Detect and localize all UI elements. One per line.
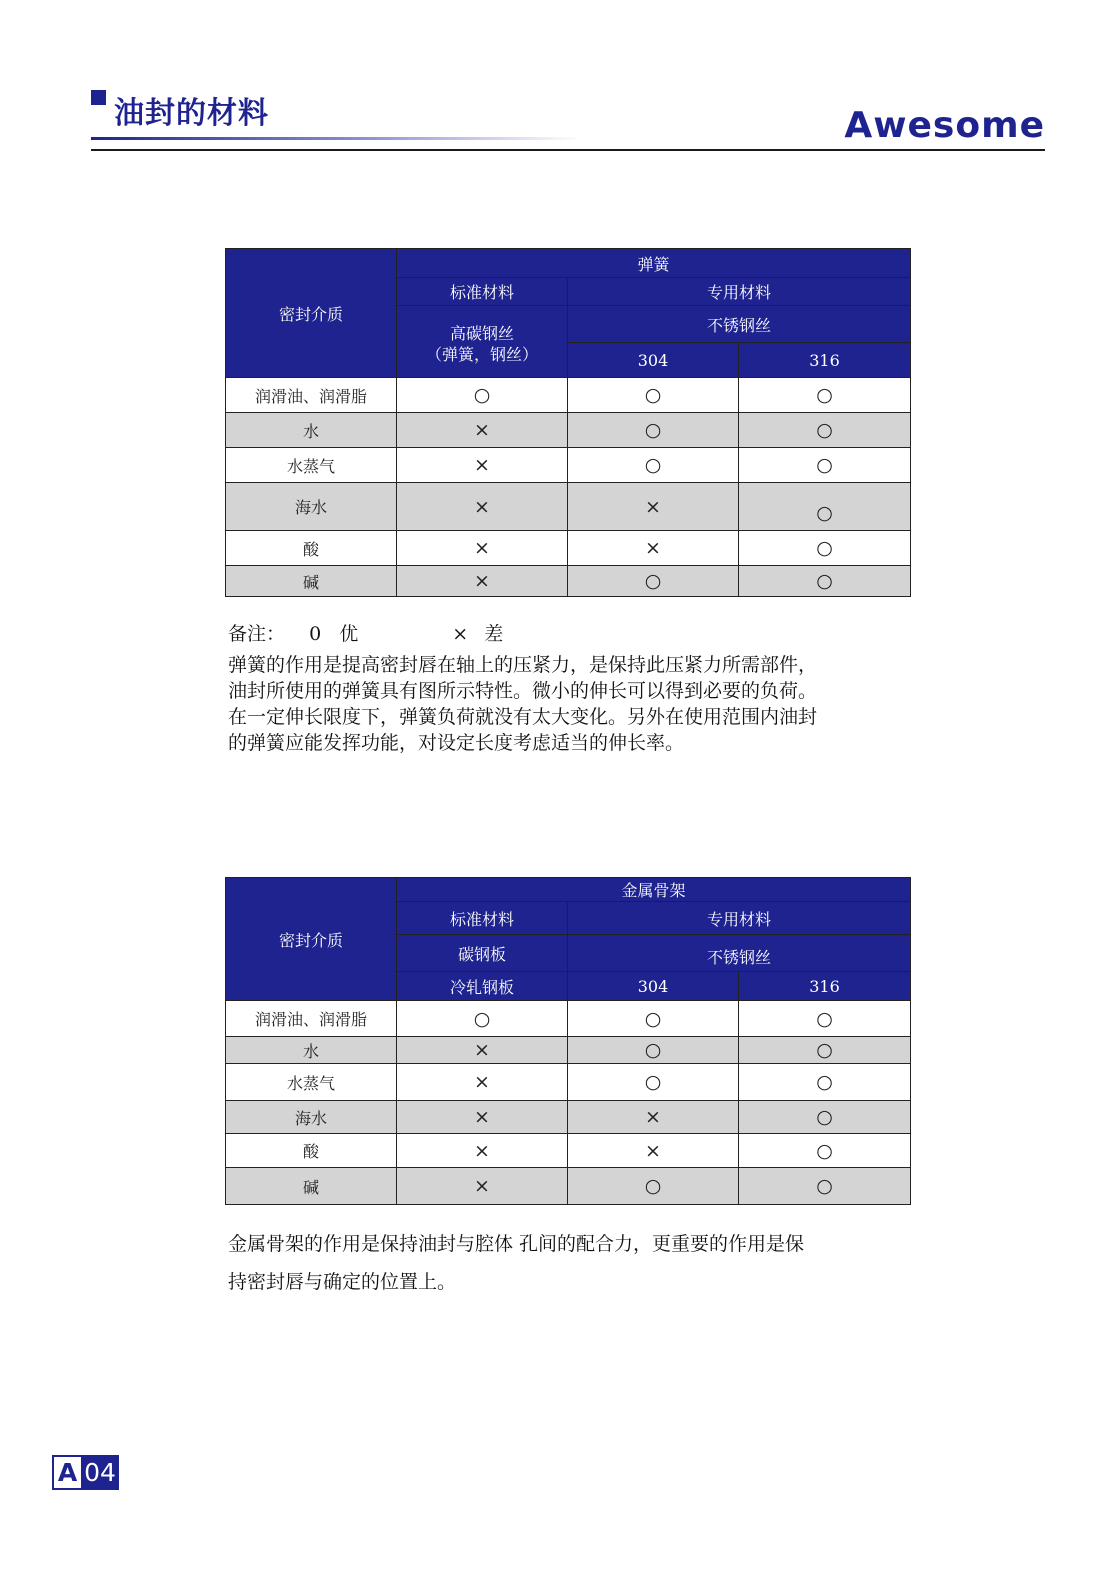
table-row <box>226 1134 911 1168</box>
rating-cell: ○ <box>739 1168 911 1205</box>
standard-material-name: 碳钢板 <box>397 935 568 972</box>
rating-cell: × <box>397 1101 568 1134</box>
note-label: 备注： <box>228 623 286 645</box>
rating-cell: ○ <box>739 531 911 566</box>
rating-cell: ○ <box>397 1001 568 1037</box>
header-accent-line <box>91 137 581 140</box>
rating-cell: ○ <box>739 1134 911 1168</box>
medium-cell: 水蒸气 <box>226 448 397 483</box>
medium-cell: 水 <box>226 1037 397 1064</box>
standard-material-line2: （弹簧，钢丝） <box>425 344 538 364</box>
medium-cell: 酸 <box>226 1134 397 1168</box>
table-row <box>226 448 911 483</box>
rating-cell: ○ <box>568 378 739 413</box>
medium-cell: 水 <box>226 413 397 448</box>
rating-cell: × <box>568 483 739 531</box>
rating-cell: × <box>568 1134 739 1168</box>
page-title: 油封的材料 <box>114 96 269 131</box>
rating-cell: ○ <box>739 378 911 413</box>
rating-cell: ○ <box>739 1101 911 1134</box>
medium-cell: 润滑油、润滑脂 <box>226 378 397 413</box>
standard-material-line1: 高碳钢丝 <box>449 323 514 343</box>
medium-header: 密封介质 <box>226 249 397 378</box>
rating-cell: ○ <box>739 566 911 597</box>
metal-case-group-header: 金属骨架 <box>397 878 911 902</box>
rating-cell: × <box>397 483 568 531</box>
bad-text: 差 <box>484 623 504 645</box>
rating-cell: × <box>397 1037 568 1064</box>
grade-316-header: 316 <box>739 343 911 378</box>
grade-304-header: 304 <box>568 343 739 378</box>
spring-material-table <box>225 248 911 597</box>
spring-group-header: 弹簧 <box>397 249 911 278</box>
rating-cell: × <box>397 1134 568 1168</box>
rating-cell: × <box>568 1101 739 1134</box>
rating-cell: × <box>568 531 739 566</box>
spring-description <box>228 652 928 756</box>
rating-cell: ○ <box>739 448 911 483</box>
rating-cell: × <box>397 1168 568 1205</box>
rating-cell: ○ <box>568 1037 739 1064</box>
rating-cell: ○ <box>739 1037 911 1064</box>
medium-cell: 碱 <box>226 1168 397 1205</box>
rating-cell: ○ <box>568 566 739 597</box>
standard-material-name <box>397 306 568 378</box>
header-square-icon <box>91 90 106 105</box>
paragraph-line: 油封所使用的弹簧具有图所示特性。微小的伸长可以得到必要的负荷。 <box>228 680 818 702</box>
rating-cell: × <box>397 566 568 597</box>
paragraph-line: 金属骨架的作用是保持油封与腔体 孔间的配合力，更重要的作用是保 <box>228 1233 805 1255</box>
special-material-header: 专用材料 <box>568 902 911 935</box>
rating-cell: ○ <box>739 1064 911 1101</box>
rating-cell: ○ <box>739 483 911 531</box>
rating-cell: × <box>397 531 568 566</box>
rating-cell: ○ <box>568 1064 739 1101</box>
medium-cell: 碱 <box>226 566 397 597</box>
medium-header: 密封介质 <box>226 878 397 1001</box>
table-row <box>226 531 911 566</box>
medium-cell: 海水 <box>226 483 397 531</box>
good-symbol: 0 <box>309 623 322 645</box>
rating-cell: ○ <box>739 1001 911 1037</box>
special-material-name: 不锈钢丝 <box>568 935 911 972</box>
table-row <box>226 1001 911 1037</box>
bad-symbol: × <box>452 623 469 645</box>
table-row <box>226 1101 911 1134</box>
table-row <box>226 566 911 597</box>
table-row <box>226 483 911 531</box>
rating-cell: ○ <box>568 413 739 448</box>
page-number: 04 <box>81 1455 119 1490</box>
standard-material-name-2: 冷轧钢板 <box>397 972 568 1001</box>
rating-cell: ○ <box>397 378 568 413</box>
rating-cell: ○ <box>739 413 911 448</box>
page-letter: A <box>52 1455 83 1490</box>
special-material-header: 专用材料 <box>568 278 911 306</box>
standard-material-header: 标准材料 <box>397 902 568 935</box>
grade-304-header: 304 <box>568 972 739 1001</box>
paragraph-line: 的弹簧应能发挥功能，对设定长度考虑适当的伸长率。 <box>228 732 685 754</box>
table-row <box>226 1037 911 1064</box>
medium-cell: 润滑油、润滑脂 <box>226 1001 397 1037</box>
table-row <box>226 413 911 448</box>
rating-cell: ○ <box>568 448 739 483</box>
good-text: 优 <box>339 623 359 645</box>
brand-logo: Awesome <box>844 105 1045 146</box>
medium-cell: 水蒸气 <box>226 1064 397 1101</box>
paragraph-line: 在一定伸长限度下，弹簧负荷就没有太大变化。另外在使用范围内油封 <box>228 706 818 728</box>
rating-cell: ○ <box>568 1001 739 1037</box>
rating-cell: × <box>397 413 568 448</box>
paragraph-line: 弹簧的作用是提高密封唇在轴上的压紧力，是保持此压紧力所需部件， <box>228 654 818 676</box>
table-row <box>226 378 911 413</box>
standard-material-header: 标准材料 <box>397 278 568 306</box>
medium-cell: 酸 <box>226 531 397 566</box>
table-row <box>226 1168 911 1205</box>
rating-cell: × <box>397 1064 568 1101</box>
grade-316-header: 316 <box>739 972 911 1001</box>
paragraph-line: 持密封唇与确定的位置上。 <box>228 1271 457 1293</box>
header-divider <box>91 149 1045 151</box>
rating-cell: × <box>397 448 568 483</box>
legend-note <box>228 622 503 646</box>
metal-case-description <box>228 1225 928 1301</box>
medium-cell: 海水 <box>226 1101 397 1134</box>
table-row <box>226 1064 911 1101</box>
special-material-name: 不锈钢丝 <box>568 306 911 343</box>
rating-cell: ○ <box>568 1168 739 1205</box>
metal-case-material-table <box>225 877 911 1205</box>
